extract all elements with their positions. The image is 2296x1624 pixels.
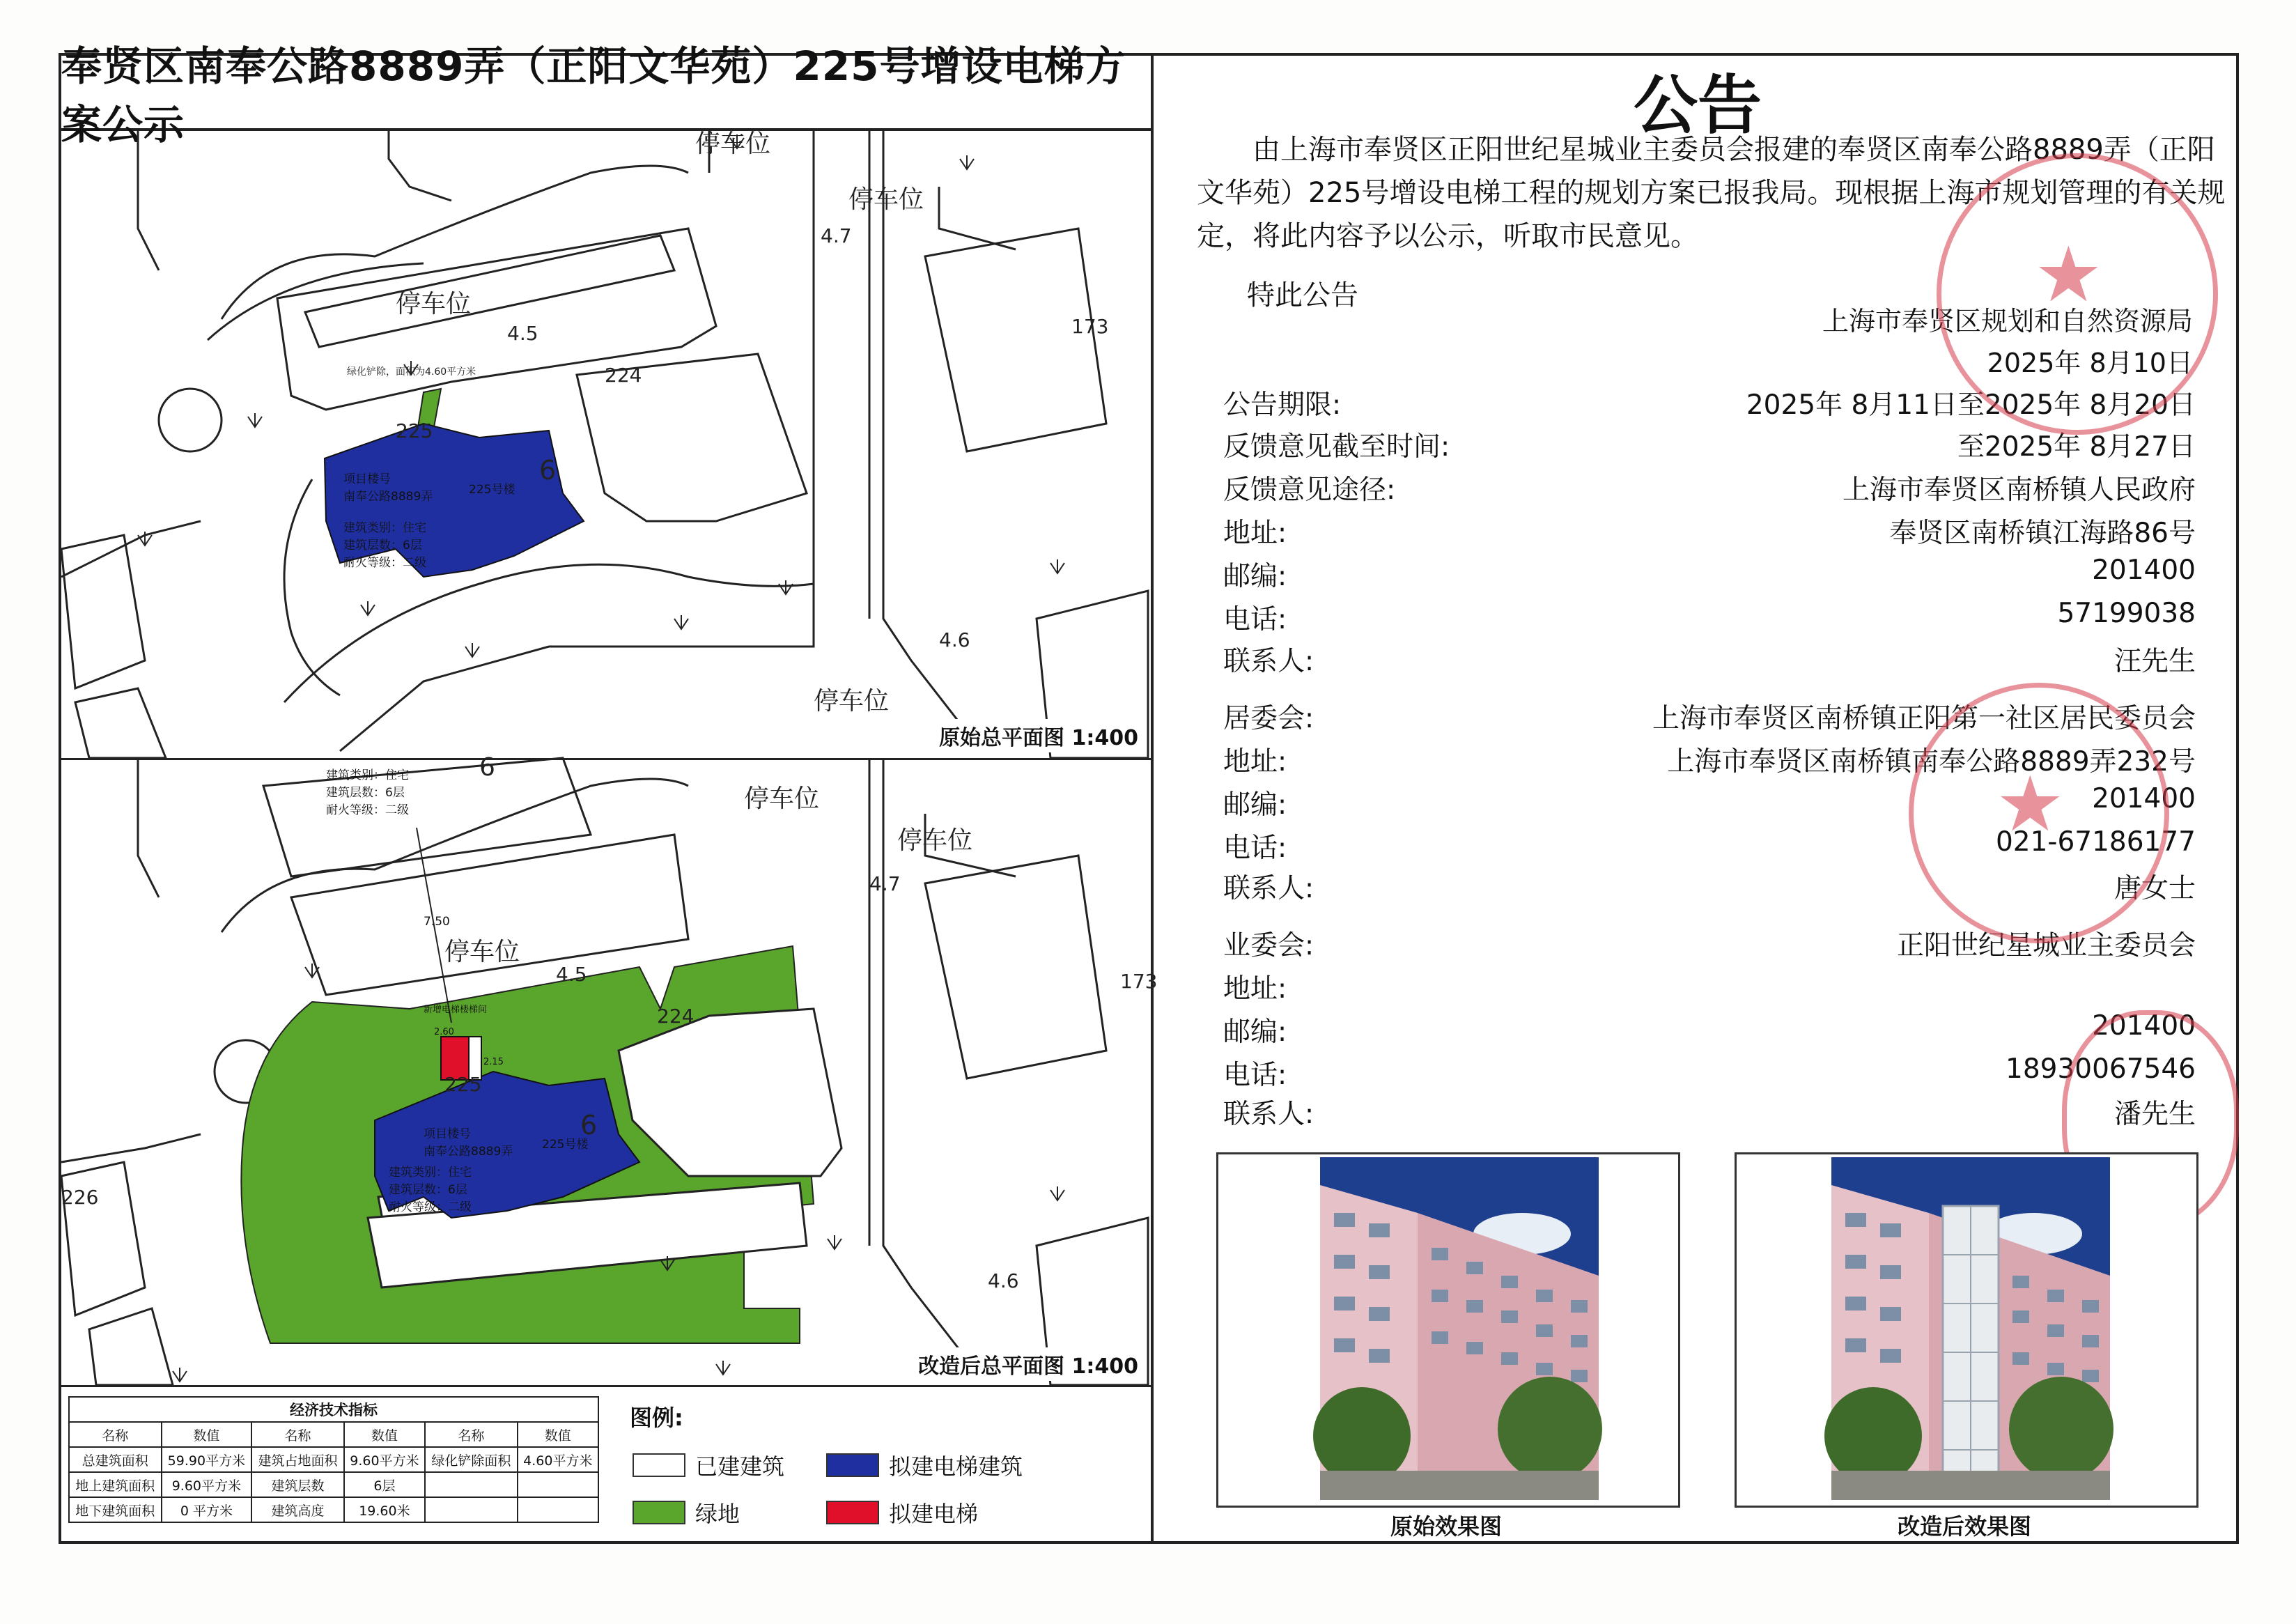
parking-label: 停车位 [814, 687, 890, 716]
notice-issue-date: 2025年 8月10日 [1987, 348, 2193, 378]
row-key: 反馈意见截至时间: [1223, 431, 1450, 463]
before-render-frame [1216, 1152, 1680, 1508]
building-info: 建筑层数：6层 [389, 1183, 467, 1197]
elevation-label: 4.5 [507, 322, 538, 345]
table-cell: 地下建筑面积 [69, 1497, 162, 1522]
project-label: 南奉公路8889弄 [424, 1145, 513, 1159]
table-cell: 6层 [344, 1472, 425, 1497]
table-row [69, 1447, 598, 1472]
row-key: 地址: [1223, 518, 1287, 549]
row-key: 电话: [1223, 604, 1287, 635]
legend-swatch [826, 1501, 879, 1524]
row-key: 联系人: [1223, 873, 1314, 904]
project-label: 南奉公路8889弄 [343, 490, 433, 504]
building-number: 224 [605, 364, 642, 387]
row-key: 邮编: [1223, 789, 1287, 821]
legend-swatch [826, 1453, 879, 1477]
table-cell: 9.60平方米 [162, 1472, 252, 1497]
building-number: 224 [657, 1005, 695, 1028]
notice-row [1223, 468, 2196, 507]
table-header: 数值 [518, 1422, 598, 1447]
building-info: 建筑层数：6层 [326, 786, 405, 800]
parking-label: 停车位 [396, 290, 472, 318]
row-key: 联系人: [1223, 646, 1314, 677]
project-label: 225号楼 [542, 1138, 589, 1152]
legend-item [826, 1449, 1023, 1481]
table-cell: 绿化铲除面积 [425, 1447, 518, 1472]
table-cell: 总建筑面积 [69, 1447, 162, 1472]
legend-label: 拟建电梯建筑 [889, 1453, 1023, 1480]
elevation-label: 4.7 [869, 872, 901, 895]
row-key: 业委会: [1223, 930, 1314, 961]
table-cell: 建筑层数 [251, 1472, 344, 1497]
legend-title: 图例: [630, 1405, 683, 1431]
notice-row [1223, 1010, 2196, 1049]
building-number: 6 [539, 455, 557, 486]
notice-heading: 公告 [1633, 68, 1762, 143]
row-value: 18930067546 [2006, 1053, 2196, 1085]
table-header: 名称 [251, 1422, 344, 1447]
project-label: 项目楼号 [343, 472, 391, 486]
dimension-label: 2.15 [483, 1057, 504, 1067]
notice-row [1223, 598, 2196, 637]
row-key: 邮编: [1223, 561, 1287, 592]
center-divider [1151, 53, 1154, 1544]
green-removal-note: 绿化铲除，面积为4.60平方米 [347, 366, 476, 378]
notice-row [1223, 967, 2196, 1006]
row-value: 021-67186177 [1995, 826, 2196, 858]
building-number: 173 [1071, 315, 1109, 338]
plan-scale-label: 原始总平面图 1:400 [935, 719, 1142, 752]
legend-item [633, 1497, 740, 1529]
row-key: 地址: [1223, 746, 1287, 778]
parking-label: 停车位 [848, 185, 924, 214]
seal-star-icon: ★ [2034, 230, 2103, 319]
row-value: 201400 [2092, 1010, 2196, 1042]
notice-body: 由上海市奉贤区正阳世纪星城业主委员会报建的奉贤区南奉公路8889弄（正阳文华苑）225号增设电梯工程的规划方案已报我局。现根据上海市规划管理的有关规定，将此内容予以公示，听取市民意见。 [1197, 134, 2226, 252]
before-render-image [1320, 1157, 1599, 1500]
row-value: 201400 [2092, 555, 2196, 586]
row-value: 上海市奉贤区南桥镇南奉公路8889弄232号 [1667, 746, 2196, 778]
building-info: 耐火等级：二级 [389, 1200, 472, 1214]
legend-label: 绿地 [695, 1501, 740, 1527]
table-cell: 0 平方米 [162, 1497, 252, 1522]
technical-indicators-table [68, 1396, 599, 1523]
legend-label: 已建建筑 [695, 1453, 785, 1480]
after-render-frame [1735, 1152, 2198, 1508]
row-key: 反馈意见途径: [1223, 474, 1396, 506]
dimension-label: 2.60 [434, 1027, 454, 1037]
table-cell: 19.60米 [344, 1497, 425, 1522]
table-cell: 9.60平方米 [344, 1447, 425, 1472]
table-cell: 59.90平方米 [162, 1447, 252, 1472]
elevator-note: 新增电梯楼梯间 [424, 1005, 488, 1015]
legend-item [633, 1449, 784, 1481]
row-value: 汪先生 [2113, 646, 2196, 677]
parking-label: 停车位 [695, 130, 771, 158]
original-site-plan [61, 131, 1151, 760]
elevation-label: 4.6 [988, 1269, 1019, 1292]
row-value: 57199038 [2057, 598, 2196, 629]
table-header: 名称 [69, 1422, 162, 1447]
table-cell: 4.60平方米 [518, 1447, 598, 1472]
table-row [69, 1497, 598, 1522]
building-info: 耐火等级：二级 [326, 803, 409, 817]
row-value: 潘先生 [2113, 1099, 2196, 1130]
row-value: 上海市奉贤区南桥镇人民政府 [1842, 474, 2196, 506]
row-key: 电话: [1223, 1060, 1287, 1091]
building-number: 6 [479, 753, 495, 782]
legend-label: 拟建电梯 [889, 1501, 979, 1527]
notice-row [1223, 1092, 2196, 1131]
building-info: 建筑类别：住宅 [343, 521, 426, 535]
table-cell [518, 1497, 598, 1522]
building-number: 226 [61, 1186, 99, 1209]
table-header: 名称 [425, 1422, 518, 1447]
notice-row [1223, 640, 2196, 679]
building-number: 225 [444, 1073, 482, 1096]
parking-label: 停车位 [444, 938, 520, 966]
building-info: 建筑层数：6层 [343, 539, 422, 552]
legend-item [826, 1497, 978, 1529]
plan-scale-label: 改造后总平面图 1:400 [914, 1347, 1142, 1381]
row-value: 至2025年 8月27日 [1957, 431, 2196, 463]
row-key: 邮编: [1223, 1016, 1287, 1048]
table-cell [425, 1497, 518, 1522]
building-number: 6 [580, 1110, 598, 1140]
table-cell [425, 1472, 518, 1497]
legend-swatch [633, 1453, 685, 1477]
elevation-label: 4.6 [939, 628, 970, 651]
page-title: 奉贤区南奉公路8889弄（正阳文华苑）225号增设电梯方案公示 [61, 56, 1151, 131]
table-header: 数值 [344, 1422, 425, 1447]
table-header: 数值 [162, 1422, 252, 1447]
elevation-label: 4.7 [821, 224, 852, 247]
building-info: 耐火等级：二级 [343, 556, 426, 570]
project-label: 项目楼号 [424, 1127, 471, 1141]
table-cell [518, 1472, 598, 1497]
table-cell: 地上建筑面积 [69, 1472, 162, 1497]
after-render-caption: 改造后效果图 [1897, 1513, 2031, 1540]
legend-swatch [633, 1501, 685, 1524]
after-render-image [1831, 1157, 2110, 1500]
seal-star-icon: ★ [1996, 759, 2065, 849]
row-value: 唐女士 [2113, 873, 2196, 904]
row-key: 联系人: [1223, 1099, 1314, 1130]
table-caption: 经济技术指标 [69, 1397, 598, 1422]
row-key: 地址: [1223, 973, 1287, 1005]
row-value: 201400 [2092, 783, 2196, 814]
modified-site-plan [61, 753, 1158, 1387]
row-value: 奉贤区南桥镇江海路86号 [1889, 518, 2196, 549]
row-value: 上海市奉贤区南桥镇正阳第一社区居民委员会 [1652, 703, 2196, 734]
row-key: 居委会: [1223, 703, 1314, 734]
notice-special: 特此公告 [1247, 279, 1358, 311]
notice-row [1223, 511, 2196, 550]
table-cell: 建筑高度 [251, 1497, 344, 1522]
row-key: 公告期限: [1223, 389, 1342, 421]
building-info: 建筑类别：住宅 [326, 768, 409, 782]
notice-row [1223, 1053, 2196, 1092]
elevation-label: 4.5 [556, 963, 587, 986]
parking-label: 停车位 [897, 826, 973, 855]
table-cell: 建筑占地面积 [251, 1447, 344, 1472]
notice-row [1223, 555, 2196, 594]
building-number: 173 [1120, 970, 1158, 993]
table-row [69, 1472, 598, 1497]
building-number: 225 [396, 419, 433, 442]
row-value: 正阳世纪星城业主委员会 [1896, 930, 2196, 961]
before-render-caption: 原始效果图 [1390, 1513, 1502, 1540]
notice-issuer: 上海市奉贤区规划和自然资源局 [1822, 306, 2193, 337]
parking-label: 停车位 [744, 784, 820, 813]
row-key: 电话: [1223, 833, 1287, 864]
building-info: 建筑类别：住宅 [389, 1166, 472, 1180]
project-label: 225号楼 [469, 483, 515, 497]
row-value: 2025年 8月11日至2025年 8月20日 [1746, 389, 2196, 421]
distance-label: 7.50 [424, 915, 450, 929]
